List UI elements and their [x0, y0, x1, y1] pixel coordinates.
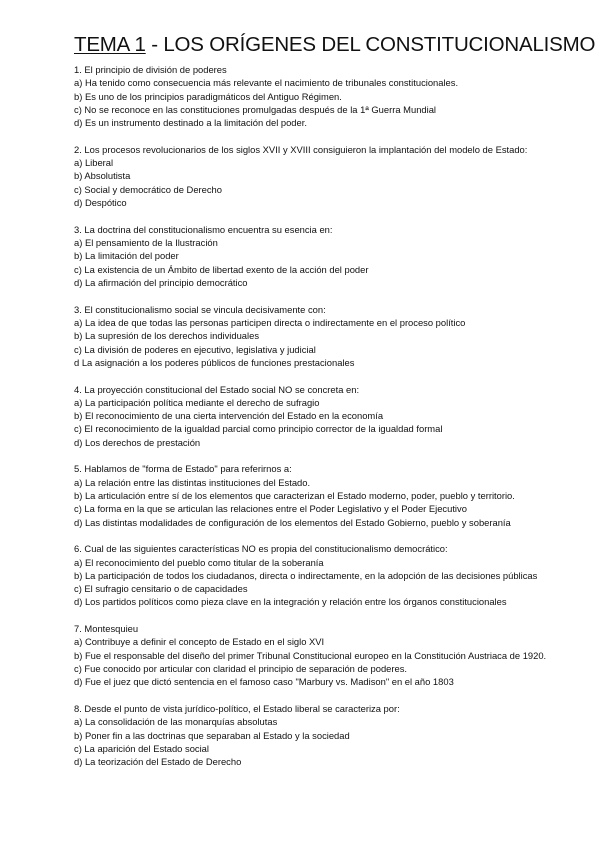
answer-option: a) La participación política mediante el derecho de sufragio — [74, 396, 320, 408]
answer-option: c) El reconocimiento de la igualdad parcial como principio corrector de la igualdad formal — [74, 423, 443, 435]
question-text: 4. La proyección constitucional del Estado social NO se concreta en: — [74, 383, 360, 395]
answer-option: b) La supresión de los derechos individuales — [74, 330, 260, 342]
answer-option: c) El sufragio censitario o de capacidades — [74, 583, 248, 595]
question-text: 5. Hablamos de "forma de Estado" para referirnos a: — [74, 463, 292, 475]
answer-option: c) La existencia de un Ámbito de libertad exento de la acción del poder — [74, 263, 369, 275]
answer-option: d) Fue el juez que dictó sentencia en el famoso caso "Marbury vs. Madison" en el año 1803 — [74, 676, 454, 688]
answer-option: c) No se reconoce en las constituciones promulgadas después de la 1ª Guerra Mundial — [74, 103, 437, 115]
question-text: 1. El principio de división de poderes — [74, 64, 227, 75]
answer-option: d) La teorización del Estado de Derecho — [74, 756, 242, 768]
question-block — [74, 223, 580, 289]
question-text: 6. Cual de las siguientes características NO es propia del constitucionalismo democrático: — [74, 543, 448, 555]
answer-option: c) Fue conocido por articular con claridad el principio de separación de poderes. — [74, 663, 408, 675]
question-text: 8. Desde el punto de vista jurídico-político, el Estado liberal se caracteriza por: — [74, 703, 400, 714]
answer-option: d) Los partidos políticos como pieza clave en la integración y relación entre los órganos constitucionales — [74, 596, 507, 608]
answer-option: b) Poner fin a las doctrinas que separaban al Estado y la sociedad — [74, 729, 350, 741]
answer-option: b) El reconocimiento de una cierta intervención del Estado en la economía — [74, 410, 384, 422]
question-text: 3. La doctrina del constitucionalismo encuentra su esencia en: — [74, 223, 333, 235]
answer-option: a) Ha tenido como consecuencia más relevante el nacimiento de tribunales constitucionales. — [74, 77, 459, 89]
answer-option: d) Es un instrumento destinado a la limitación del poder. — [74, 117, 307, 129]
answer-option: d) Las distintas modalidades de configuración de los elementos del Estado Gobierno, pueblo y soberanía — [74, 516, 511, 528]
title-tema: TEMA 1 — [74, 33, 146, 56]
question-list — [74, 63, 580, 768]
answer-option: c) La forma en la que se articulan las relaciones entre el Poder Legislativo y el Poder Ejecutivo — [74, 503, 467, 515]
answer-option: c) La división de poderes en ejecutivo, legislativa y judicial — [74, 343, 316, 355]
question-text: 3. El constitucionalismo social se vincula decisivamente con: — [74, 303, 326, 315]
answer-option: b) La limitación del poder — [74, 250, 179, 262]
answer-option: d La asignación a los poderes públicos de funciones prestacionales — [74, 356, 355, 368]
answer-option: b) La articulación entre sí de los elementos que caracterizan el Estado moderno, poder, pueblo y territorio. — [74, 489, 515, 501]
question-block — [74, 303, 580, 369]
answer-option: a) Liberal — [74, 157, 114, 169]
question-block — [74, 143, 580, 209]
answer-option: a) El reconocimiento del pueblo como titular de la soberanía — [74, 556, 324, 568]
document-page — [74, 33, 596, 768]
question-text: 2. Los procesos revolucionarios de los siglos XVII y XVIII consiguieron la implantación del modelo de Estado: — [74, 143, 528, 155]
answer-option: d) Los derechos de prestación — [74, 436, 201, 448]
answer-option: a) La idea de que todas las personas participen directa o indirectamente en el proceso político — [74, 316, 466, 328]
answer-option: b) Es uno de los principios paradigmáticos del Antiguo Régimen. — [74, 90, 342, 102]
page-title — [74, 33, 596, 57]
question-block — [74, 462, 580, 528]
answer-option: b) La participación de todos los ciudadanos, directa o indirectamente, en la adopción de las decisiones públicas — [74, 569, 538, 581]
question-block — [74, 383, 580, 449]
answer-option: d) Despótico — [74, 197, 127, 209]
answer-option: c) Social y democrático de Derecho — [74, 183, 222, 195]
question-block — [74, 622, 580, 688]
answer-option: b) Fue el responsable del diseño del primer Tribunal Constitucional europeo en la Constitución Austriaca de 1920. — [74, 649, 547, 661]
answer-option: a) Contribuye a definir el concepto de Estado en el siglo XVI — [74, 636, 325, 648]
answer-option: b) Absolutista — [74, 170, 131, 182]
question-block — [74, 542, 580, 608]
answer-option: c) La aparición del Estado social — [74, 742, 209, 754]
answer-option: d) La afirmación del principio democrático — [74, 276, 248, 288]
question-block — [74, 702, 580, 768]
question-text: 7. Montesquieu — [74, 623, 139, 635]
title-rest: - LOS ORÍGENES DEL CONSTITUCIONALISMO — [145, 33, 596, 56]
answer-option: a) El pensamiento de la Ilustración — [74, 237, 218, 249]
answer-option: a) La consolidación de las monarquías absolutas — [74, 716, 278, 728]
answer-option: a) La relación entre las distintas instituciones del Estado. — [74, 476, 311, 488]
question-block — [74, 63, 580, 129]
